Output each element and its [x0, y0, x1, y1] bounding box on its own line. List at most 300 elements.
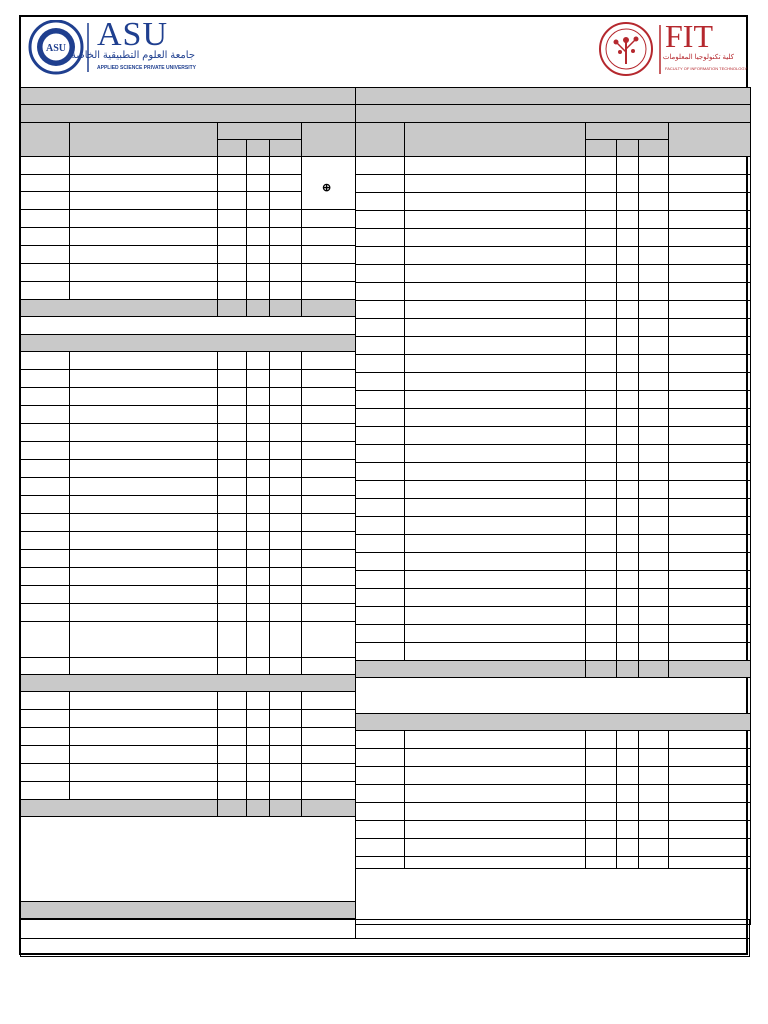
table-cell — [218, 406, 247, 424]
table-row — [356, 535, 751, 553]
table-row — [21, 710, 356, 728]
table-cell — [270, 496, 302, 514]
right-course-table — [355, 87, 751, 925]
table-cell — [218, 460, 247, 478]
table-cell — [70, 658, 218, 675]
table-cell — [586, 803, 617, 821]
table-row — [356, 301, 751, 319]
prerequisite-header-cell — [302, 123, 356, 157]
table-cell — [70, 764, 218, 782]
table-cell — [21, 388, 70, 406]
table-cell — [586, 409, 617, 427]
table-cell — [639, 445, 669, 463]
table-cell — [21, 692, 70, 710]
table-cell — [617, 247, 639, 265]
table-cell — [247, 282, 270, 300]
table-cell — [302, 228, 356, 246]
table-cell — [639, 749, 669, 767]
table-cell — [247, 388, 270, 406]
table-cell — [70, 175, 218, 192]
table-cell — [405, 749, 586, 767]
table-cell — [356, 731, 405, 749]
table-cell — [669, 749, 751, 767]
table-cell — [405, 571, 586, 589]
table-cell — [247, 710, 270, 728]
table-row — [356, 373, 751, 391]
table-row — [356, 193, 751, 211]
table-cell — [639, 661, 669, 678]
table-cell — [21, 406, 70, 424]
table-cell — [218, 192, 247, 210]
table-cell — [218, 532, 247, 550]
table-cell — [639, 731, 669, 749]
table-cell — [405, 625, 586, 643]
table-row — [21, 228, 356, 246]
table-cell — [21, 175, 70, 192]
table-cell — [586, 283, 617, 301]
table-cell — [21, 442, 70, 460]
table-cell — [356, 427, 405, 445]
table-cell — [405, 821, 586, 839]
table-cell — [405, 193, 586, 211]
table-cell — [586, 140, 617, 157]
total-label-cell — [21, 800, 218, 817]
table-cell — [405, 157, 586, 175]
table-cell — [270, 710, 302, 728]
table-cell — [639, 553, 669, 571]
table-cell — [669, 283, 751, 301]
table-cell — [270, 388, 302, 406]
table-cell — [586, 319, 617, 337]
table-row — [356, 821, 751, 839]
table-cell — [247, 692, 270, 710]
fit-seal-icon — [598, 22, 664, 78]
table-cell — [356, 319, 405, 337]
table-row — [356, 265, 751, 283]
table-cell — [270, 424, 302, 442]
table-cell — [302, 728, 356, 746]
table-row — [21, 264, 356, 282]
section-subheader-row — [21, 105, 356, 123]
section-header-row — [356, 88, 751, 105]
table-cell — [247, 746, 270, 764]
table-cell — [270, 746, 302, 764]
table-cell — [356, 643, 405, 661]
table-cell — [270, 175, 302, 192]
table-cell — [270, 550, 302, 568]
table-cell — [405, 319, 586, 337]
table-cell — [617, 445, 639, 463]
table-cell — [247, 460, 270, 478]
table-cell — [639, 767, 669, 785]
table-cell — [270, 604, 302, 622]
table-cell — [405, 427, 586, 445]
table-cell — [405, 643, 586, 661]
table-cell — [70, 370, 218, 388]
table-cell — [639, 193, 669, 211]
table-cell — [270, 514, 302, 532]
table-cell — [21, 622, 70, 658]
table-cell — [617, 373, 639, 391]
table-cell — [270, 352, 302, 370]
table-cell — [247, 514, 270, 532]
table-cell — [405, 283, 586, 301]
notes-row — [356, 869, 751, 925]
table-cell — [356, 607, 405, 625]
table-cell — [218, 352, 247, 370]
table-row — [356, 517, 751, 535]
table-cell — [218, 658, 247, 675]
table-cell — [218, 157, 247, 175]
table-cell — [586, 839, 617, 857]
table-cell — [21, 478, 70, 496]
table-cell — [639, 373, 669, 391]
table-cell — [218, 764, 247, 782]
table-cell — [218, 622, 247, 658]
table-cell — [639, 427, 669, 445]
table-cell — [586, 301, 617, 319]
table-cell — [21, 550, 70, 568]
table-row — [21, 406, 356, 424]
asu-wordmark: ASU — [97, 16, 169, 53]
table-cell — [356, 283, 405, 301]
table-cell — [639, 229, 669, 247]
table-cell — [586, 661, 617, 678]
table-row — [21, 460, 356, 478]
section-header-row — [21, 335, 356, 352]
table-cell — [356, 463, 405, 481]
table-cell — [639, 301, 669, 319]
table-cell — [247, 424, 270, 442]
table-cell — [639, 481, 669, 499]
table-cell — [247, 764, 270, 782]
table-row — [356, 499, 751, 517]
table-row — [21, 568, 356, 586]
table-cell — [247, 532, 270, 550]
total-row — [356, 661, 751, 678]
table-cell — [302, 370, 356, 388]
table-cell — [21, 764, 70, 782]
table-cell — [586, 427, 617, 445]
section-header-row — [356, 714, 751, 731]
table-cell — [247, 586, 270, 604]
table-cell — [302, 604, 356, 622]
table-cell — [356, 337, 405, 355]
table-cell — [405, 553, 586, 571]
table-cell — [70, 728, 218, 746]
code-header-cell — [21, 123, 70, 157]
notes-cell-left — [21, 920, 356, 939]
table-cell — [247, 782, 270, 800]
table-cell — [218, 604, 247, 622]
table-cell — [669, 481, 751, 499]
table-cell — [302, 210, 356, 228]
table-cell — [356, 517, 405, 535]
table-cell — [617, 589, 639, 607]
table-cell — [617, 535, 639, 553]
table-cell — [669, 265, 751, 283]
table-cell — [302, 264, 356, 282]
table-cell — [21, 514, 70, 532]
table-cell — [405, 445, 586, 463]
note-row — [21, 317, 356, 335]
table-cell — [586, 157, 617, 175]
table-cell — [586, 607, 617, 625]
table-cell — [70, 550, 218, 568]
table-cell — [669, 193, 751, 211]
table-cell — [247, 622, 270, 658]
table-cell — [639, 247, 669, 265]
hours-header-cell — [218, 123, 302, 140]
table-cell — [669, 785, 751, 803]
table-cell — [247, 658, 270, 675]
table-cell — [247, 604, 270, 622]
table-cell — [586, 247, 617, 265]
table-cell — [617, 140, 639, 157]
table-cell — [639, 265, 669, 283]
table-cell — [405, 373, 586, 391]
table-cell — [302, 300, 356, 317]
table-cell — [70, 692, 218, 710]
table-cell — [617, 643, 639, 661]
table-row — [21, 210, 356, 228]
table-cell — [356, 625, 405, 643]
table-cell — [617, 857, 639, 869]
table-cell — [270, 568, 302, 586]
table-cell — [270, 622, 302, 658]
footer-row — [21, 939, 750, 957]
table-cell — [617, 319, 639, 337]
table-cell — [405, 785, 586, 803]
table-cell — [669, 301, 751, 319]
table-cell — [617, 767, 639, 785]
table-cell — [21, 370, 70, 388]
table-cell — [586, 499, 617, 517]
table-cell — [586, 821, 617, 839]
table-cell — [669, 409, 751, 427]
table-row — [21, 782, 356, 800]
column-header-row — [356, 123, 751, 140]
section-title-bar — [21, 902, 356, 919]
table-cell — [21, 604, 70, 622]
table-cell — [639, 140, 669, 157]
table-row — [21, 157, 356, 175]
table-cell — [617, 463, 639, 481]
table-cell — [617, 517, 639, 535]
sheet-header — [21, 17, 746, 87]
table-cell — [247, 800, 270, 817]
fit-wordmark: FIT — [665, 18, 713, 54]
notes-row — [21, 817, 356, 902]
table-cell — [218, 210, 247, 228]
table-cell — [639, 211, 669, 229]
table-cell — [639, 643, 669, 661]
table-cell — [405, 839, 586, 857]
table-row — [21, 728, 356, 746]
table-cell — [617, 481, 639, 499]
table-cell — [302, 388, 356, 406]
table-cell — [617, 499, 639, 517]
table-cell — [405, 517, 586, 535]
table-cell — [586, 731, 617, 749]
table-cell — [70, 532, 218, 550]
total-row — [21, 800, 356, 817]
table-cell — [70, 352, 218, 370]
table-cell — [218, 514, 247, 532]
table-row — [21, 550, 356, 568]
table-cell — [302, 800, 356, 817]
table-cell — [21, 424, 70, 442]
table-cell — [669, 319, 751, 337]
table-cell — [617, 409, 639, 427]
hours-header-cell — [586, 123, 669, 140]
table-cell — [669, 821, 751, 839]
table-cell — [270, 442, 302, 460]
section-header-row — [21, 88, 356, 105]
table-cell — [405, 535, 586, 553]
table-cell — [218, 496, 247, 514]
table-cell — [270, 300, 302, 317]
table-row — [21, 622, 356, 658]
table-row — [356, 445, 751, 463]
table-row — [356, 571, 751, 589]
table-cell — [70, 192, 218, 210]
table-cell — [70, 210, 218, 228]
table-cell — [617, 661, 639, 678]
table-cell — [21, 658, 70, 675]
table-cell — [617, 821, 639, 839]
table-cell — [356, 409, 405, 427]
table-cell — [218, 692, 247, 710]
table-cell — [586, 229, 617, 247]
table-cell — [247, 442, 270, 460]
table-cell — [70, 442, 218, 460]
table-cell — [70, 264, 218, 282]
table-cell — [405, 409, 586, 427]
table-cell — [669, 643, 751, 661]
table-cell — [669, 839, 751, 857]
table-cell — [270, 692, 302, 710]
table-cell — [617, 265, 639, 283]
table-cell — [356, 391, 405, 409]
table-cell — [639, 319, 669, 337]
table-row — [21, 746, 356, 764]
table-cell — [21, 710, 70, 728]
asu-logo — [27, 16, 197, 82]
table-cell — [302, 424, 356, 442]
table-cell — [70, 604, 218, 622]
table-cell — [586, 625, 617, 643]
asu-english-name: APPLIED SCIENCE PRIVATE UNIVERSITY — [97, 65, 196, 71]
table-cell — [639, 517, 669, 535]
table-cell — [617, 193, 639, 211]
table-cell — [218, 478, 247, 496]
table-row — [21, 246, 356, 264]
svg-text:ASU: ASU — [45, 43, 67, 54]
table-cell — [669, 337, 751, 355]
left-course-table — [20, 87, 356, 919]
table-cell — [639, 157, 669, 175]
table-cell — [70, 228, 218, 246]
section-title-bar — [356, 88, 751, 105]
table-cell — [247, 370, 270, 388]
note-cell — [21, 317, 356, 335]
table-row — [356, 463, 751, 481]
table-cell — [639, 409, 669, 427]
table-cell — [70, 782, 218, 800]
table-cell — [218, 388, 247, 406]
section-title-bar — [21, 88, 356, 105]
table-cell — [302, 460, 356, 478]
table-cell — [270, 140, 302, 157]
table-cell — [270, 728, 302, 746]
table-cell — [639, 283, 669, 301]
table-cell — [270, 800, 302, 817]
table-cell — [70, 157, 218, 175]
table-cell — [617, 301, 639, 319]
table-cell — [669, 767, 751, 785]
table-cell — [586, 445, 617, 463]
table-cell — [356, 785, 405, 803]
section-header-row — [21, 675, 356, 692]
table-cell — [270, 460, 302, 478]
table-cell — [586, 211, 617, 229]
table-cell — [669, 391, 751, 409]
table-cell — [70, 746, 218, 764]
table-cell — [405, 481, 586, 499]
table-cell — [617, 625, 639, 643]
table-cell — [669, 553, 751, 571]
table-cell — [356, 589, 405, 607]
table-row — [356, 767, 751, 785]
table-cell — [617, 355, 639, 373]
table-row — [356, 749, 751, 767]
table-row — [356, 625, 751, 643]
table-cell — [639, 803, 669, 821]
total-label-cell — [21, 300, 218, 317]
table-row — [21, 692, 356, 710]
note-cell — [356, 678, 751, 714]
table-cell — [356, 553, 405, 571]
table-row — [21, 532, 356, 550]
table-cell — [302, 764, 356, 782]
table-cell — [70, 460, 218, 478]
table-row — [356, 247, 751, 265]
table-cell — [617, 839, 639, 857]
table-cell — [405, 301, 586, 319]
table-cell — [218, 710, 247, 728]
table-cell — [21, 782, 70, 800]
table-cell — [247, 140, 270, 157]
table-row — [21, 424, 356, 442]
table-cell — [218, 282, 247, 300]
table-cell — [669, 571, 751, 589]
table-cell — [405, 857, 586, 869]
table-cell — [21, 246, 70, 264]
table-cell — [639, 175, 669, 193]
table-cell — [405, 175, 586, 193]
section-subtitle-bar — [356, 105, 751, 123]
table-cell — [70, 710, 218, 728]
table-cell — [270, 157, 302, 175]
table-cell — [218, 782, 247, 800]
table-cell — [586, 517, 617, 535]
table-row — [21, 658, 356, 675]
table-cell — [302, 478, 356, 496]
table-cell — [586, 463, 617, 481]
total-row — [21, 300, 356, 317]
table-cell — [247, 246, 270, 264]
